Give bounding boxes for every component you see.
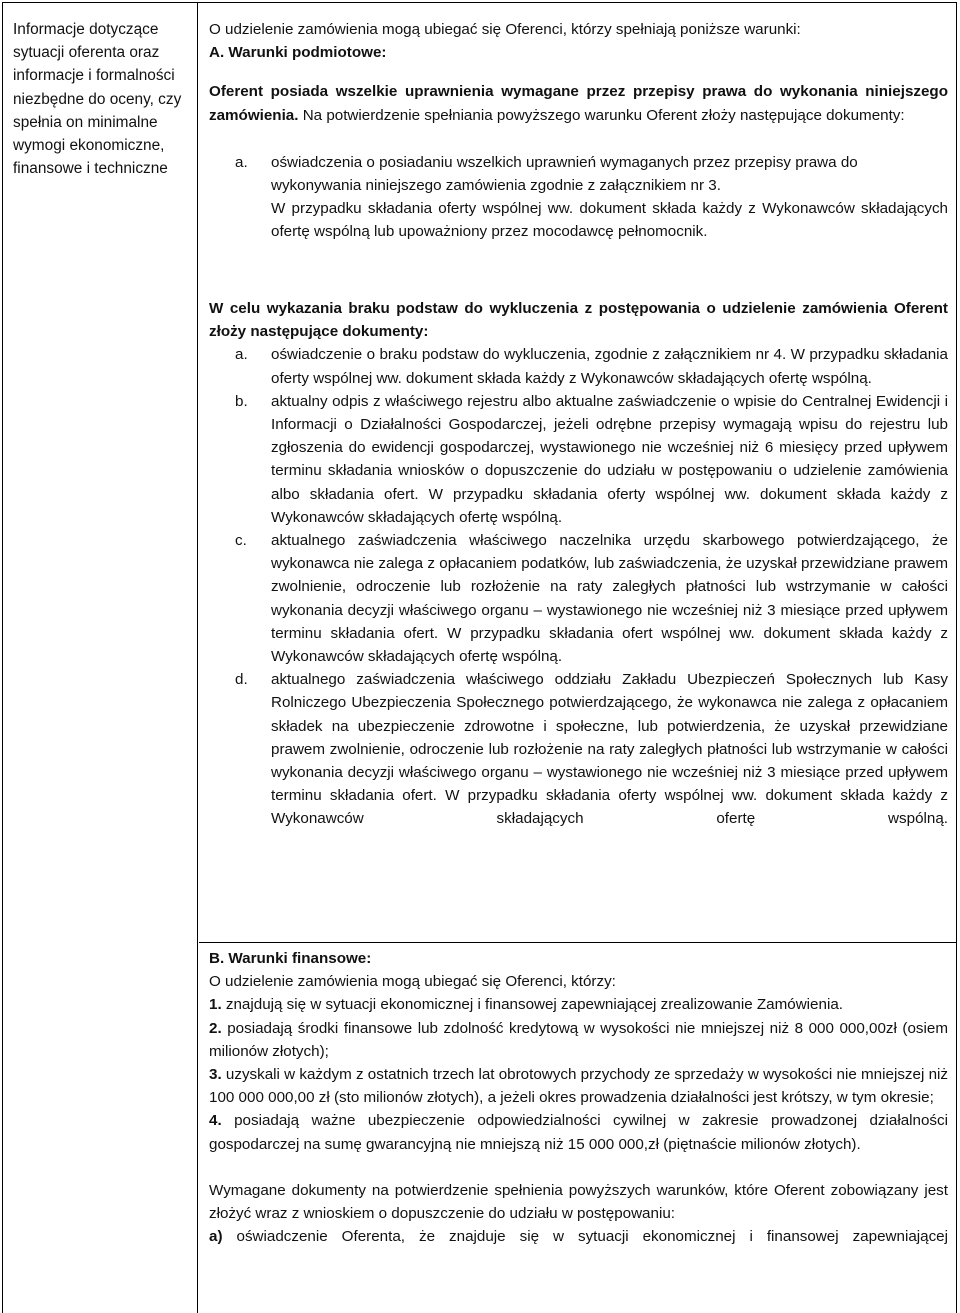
doc-a-text: oświadczenia o posiadaniu wszelkich uprawnień wymaganych przez przepisy prawa do wykonywania niniejszego zamówienia zgodnie z załącznikiem nr 3. bbox=[271, 153, 858, 195]
section-b-intro: O udzielenie zamówienia mogą ubiegać się Oferenci, którzy: bbox=[209, 973, 616, 991]
section-a-heading: A. Warunki podmiotowe: bbox=[209, 44, 387, 62]
exclusion-section bbox=[209, 297, 948, 831]
docs-intro: Wymagane dokumenty na potwierdzenie spełnienia powyższych warunków, które Oferent zobowiązany jest złożyć wraz z wnioskiem o dopuszczenie do udziału w postępowaniu: bbox=[209, 1181, 948, 1223]
financial-item: 3. uzyskali w każdym z ostatnich trzech lat obrotowych przychody ze sprzedaży w wysokości nie mniejszej niż 100 000 000,00 zł (sto milionów złotych), a jeżeli okres prowadzenia działalności jest krótszy, w tym okresie; bbox=[209, 1066, 948, 1107]
left-label-cell bbox=[3, 3, 198, 1313]
condition-rest: Na potwierdzenie spełniania powyższego warunku Oferent złoży następujące dokumenty: bbox=[298, 106, 905, 124]
list-item bbox=[209, 343, 948, 389]
financial-item: 2. posiadają środki finansowe lub zdolność kredytową w wysokości nie mniejszej niż 8 000 000,00zł (osiem milionów złotych); bbox=[209, 1019, 948, 1060]
list-item-text: aktualnego zaświadczenia właściwego oddziału Zakładu Ubezpieczeń Społecznych lub Kasy Rolniczego Ubezpieczenia Społecznego potwierdzającego, że wykonawca nie zalega z opłacaniem składek na ubezpieczenie zdrowotne i społeczne, lub potwierdzenia, że uzyskał przewidziane prawem zwolnienie, odroczenie lub rozłożenie na raty zaległych płatności lub wstrzymanie w całości wykonania decyzji właściwego organu – wystawionego nie wcześniej niż 3 miesiące przed upływem terminu składania ofert. W przypadku składania oferty wspólnej ww. dokument składa każdy z Wykonawców składających ofertę wspólną. bbox=[271, 671, 948, 828]
section-a-doc-a bbox=[209, 151, 948, 244]
left-label: Informacje dotyczące sytuacji oferenta oraz informacje i formalności niezbędne do oceny, czy spełnia on minimalne wymogi ekonomiczne, finansowe i techniczne bbox=[13, 21, 182, 178]
list-marker: a. bbox=[235, 346, 248, 364]
financial-doc-a: a) oświadczenie Oferenta, że znajduje się w sytuacji ekonomicznej i finansowej zapewniającej bbox=[209, 1228, 948, 1246]
exclusion-heading: W celu wykazania braku podstaw do wykluczenia z postępowania o udzielenie zamówienia Oferent złoży następujące dokumenty: bbox=[209, 300, 948, 341]
list-item bbox=[209, 668, 948, 830]
section-b bbox=[209, 947, 948, 1248]
list-item-text: aktualnego zaświadczenia właściwego naczelnika urzędu skarbowego potwierdzającego, że wykonawca nie zalega z opłacaniem podatków, lub zaświadczenia, że uzyskał przewidziane prawem zwolnienie, odroczenie lub rozłożenie na raty zaległych płatności lub wstrzymanie w całości wykonania decyzji właściwego organu – wystawionego nie wcześniej niż 3 miesiące przed upływem terminu składania ofert. W przypadku składania ofert wspólnej ww. dokument składa każdy z Wykonawców składających ofertę wspólną. bbox=[271, 532, 948, 666]
list-item bbox=[209, 390, 948, 529]
list-item-text: oświadczenie o braku podstaw do wykluczenia, zgodnie z załącznikiem nr 4. W przypadku składania oferty wspólnej ww. dokument składa każdy z Wykonawców składających ofertę wspólną. bbox=[271, 346, 948, 387]
section-b-heading: B. Warunki finansowe: bbox=[209, 950, 372, 967]
section-divider bbox=[199, 942, 956, 943]
intro-text: O udzielenie zamówienia mogą ubiegać się Oferenci, którzy spełniają poniższe warunki: bbox=[209, 21, 801, 38]
financial-item: 1. znajdują się w sytuacji ekonomicznej i finansowej zapewniającej zrealizowanie Zamówienia. bbox=[209, 996, 843, 1014]
section-a-condition bbox=[209, 80, 948, 126]
list-marker: d. bbox=[235, 671, 248, 689]
document-table bbox=[2, 2, 957, 1313]
condition-bold: Oferent posiada wszelkie uprawnienia wymagane przez przepisy prawa do wykonania niniejszego zamówienia. bbox=[209, 83, 948, 124]
right-content-cell bbox=[199, 3, 957, 1313]
list-marker: a. bbox=[235, 153, 248, 171]
section-a bbox=[209, 18, 948, 244]
list-marker: b. bbox=[235, 392, 248, 410]
financial-item: 4. posiadają ważne ubezpieczenie odpowiedzialności cywilnej w zakresie prowadzonej działalności gospodarczej na sumę gwarancyjną nie mniejszą niż 15 000 000,zł (piętnaście milionów złotych). bbox=[209, 1112, 948, 1153]
list-item-text: aktualny odpis z właściwego rejestru albo aktualne zaświadczenie o wpisie do Centralnej Ewidencji i Informacji o Działalności Gospodarczej, jeżeli odrębne przepisy wymagają wpisu do rejestru lub zgłoszenia do ewidencji gospodarczej, wystawionego nie wcześniej niż 6 miesięcy przed upływem terminu składania wniosków o dopuszczenie do udziału w postępowaniu o udzielenie zamówienia albo składania ofert. W przypadku składania oferty wspólnej ww. dokument składa każdy z Wykonawców składających ofertę wspólną. bbox=[271, 392, 948, 526]
list-marker: c. bbox=[235, 532, 247, 550]
list-item bbox=[209, 529, 948, 668]
doc-a-joint: W przypadku składania oferty wspólnej ww. dokument składa każdy z Wykonawców składających ofertę wspólną lub upoważniony przez mocodawcę pełnomocnik. bbox=[271, 200, 948, 241]
